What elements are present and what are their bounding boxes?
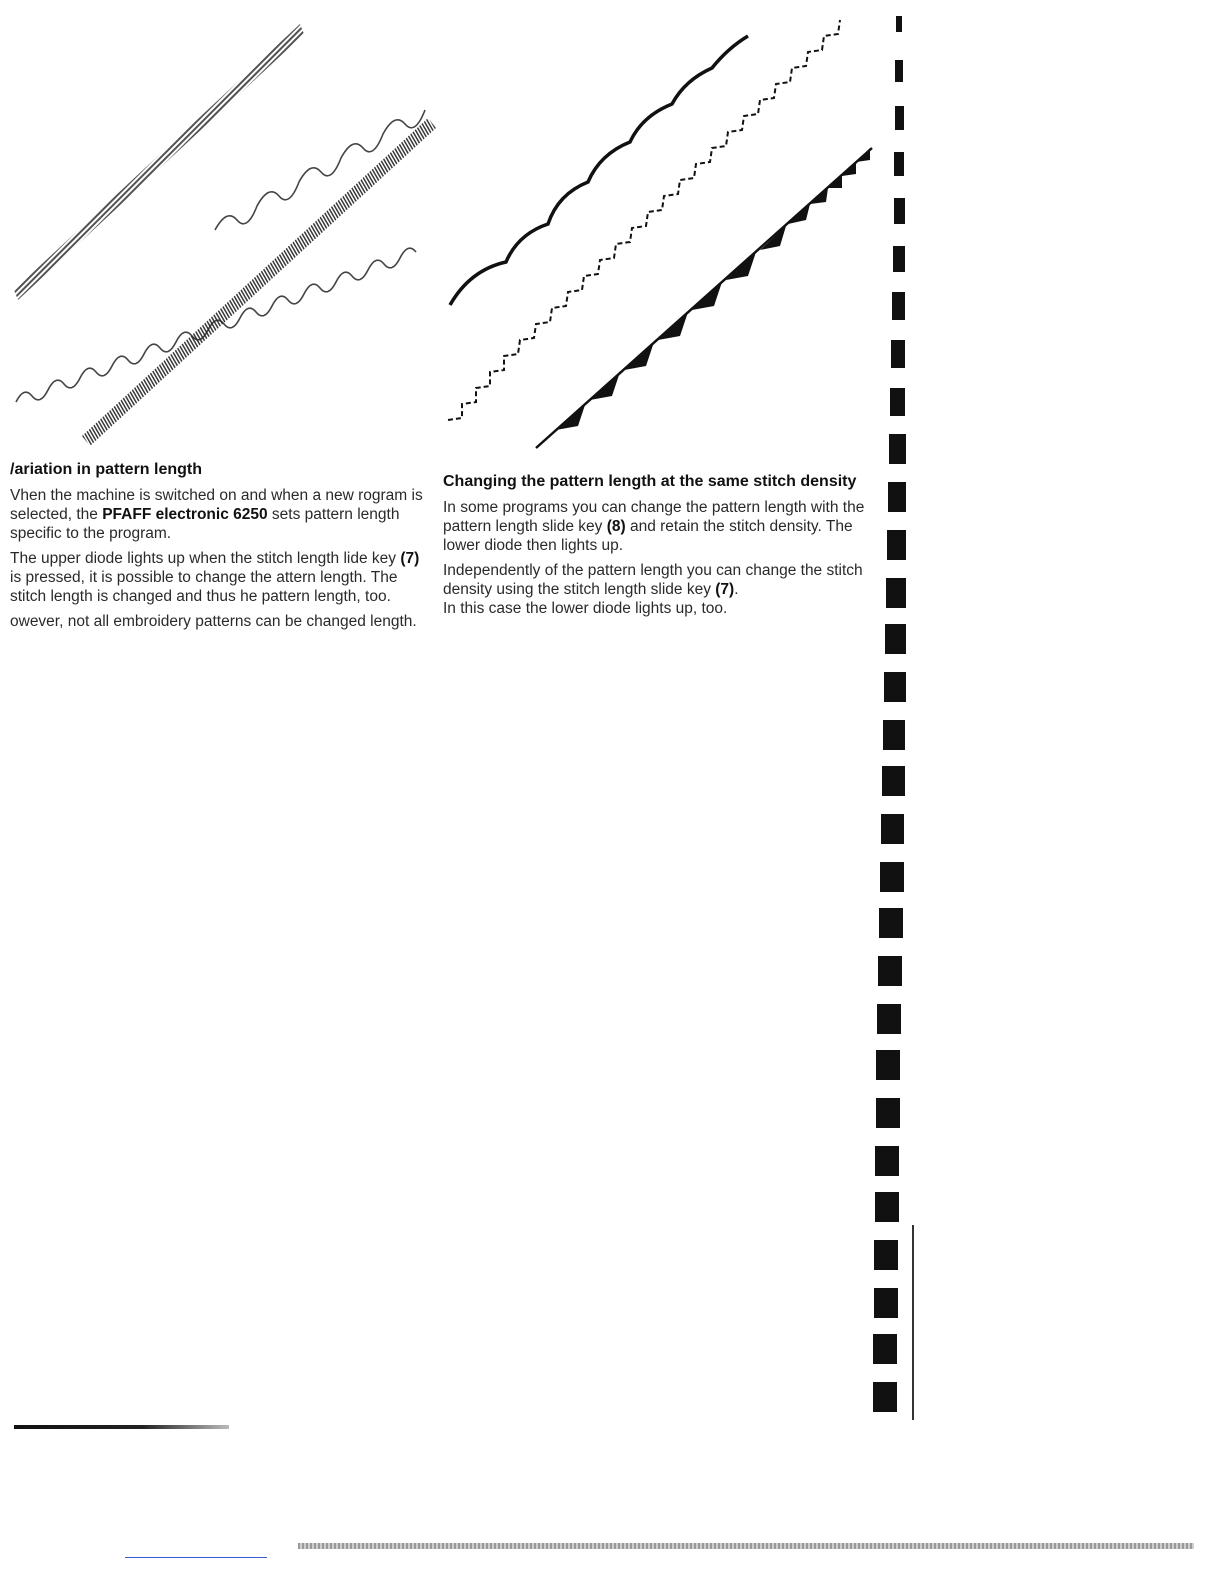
binding-hole	[878, 956, 902, 986]
left-bottom-rule	[14, 1425, 229, 1429]
paragraph-2: Independently of the pattern length you can change the stitch density using the stitch length slide key (7).	[443, 562, 863, 598]
wavy-stitch	[16, 30, 432, 402]
binding-hole	[883, 720, 905, 750]
paragraph-3: In this case the lower diode lights up, too.	[443, 600, 728, 617]
binding-hole	[875, 1146, 899, 1176]
binding-hole	[877, 1004, 901, 1034]
binding-hole	[885, 624, 906, 654]
binding-hole	[892, 292, 905, 320]
binding-hole	[894, 152, 904, 176]
paragraph-1: In some programs you can change the pattern length with the pattern length slide key (8) and retain the stitch density. The lower diode then lights up.	[443, 499, 865, 554]
binding-hole	[891, 340, 905, 368]
binding-hole	[886, 578, 906, 608]
product-name: PFAFF electronic 6250	[102, 506, 268, 523]
binding-hole	[876, 1050, 900, 1080]
binding-hole	[893, 246, 905, 272]
paragraph-3: owever, not all embroidery patterns can be changed length.	[10, 613, 417, 630]
binding-hole	[876, 1098, 900, 1128]
binding-hole	[882, 766, 905, 796]
binding-hole	[880, 862, 904, 892]
binding-hole	[896, 16, 902, 32]
key-reference-8: (8)	[606, 518, 626, 535]
heading-changing-pattern-length: Changing the pattern length at the same stitch density	[443, 473, 857, 490]
scallop-stitch	[450, 36, 748, 305]
binding-hole	[895, 60, 903, 82]
heading-variation-pattern-length: /ariation in pattern length	[10, 461, 203, 478]
embroidery-band-stitch	[82, 118, 436, 446]
key-reference-7: (7)	[715, 581, 735, 598]
triangle-border-stitch	[536, 148, 872, 448]
binding-hole	[890, 388, 905, 416]
stitch-pattern-illustrations	[0, 0, 1224, 470]
binding-hole	[873, 1334, 897, 1364]
paragraph-1: Vhen the machine is switched on and when a new rogram is selected, the PFAFF electronic 6250 sets pattern length specific to the program.	[10, 487, 423, 542]
binding-hole	[887, 530, 906, 560]
binding-hole	[881, 814, 904, 844]
binding-hole	[879, 908, 903, 938]
binding-holes	[870, 0, 920, 1430]
spine-edge-line	[912, 1225, 914, 1420]
paragraph-2: The upper diode lights up when the stitch length lide key (7) is pressed, it is possible to change the attern length. The stitch length is changed and thus he pattern length, too.	[10, 550, 420, 605]
binding-hole	[888, 482, 906, 512]
binding-hole	[874, 1240, 898, 1270]
page-bottom-rule	[298, 1543, 1194, 1549]
binding-hole	[889, 434, 906, 464]
dense-satin-stitch	[14, 24, 304, 300]
binding-hole	[875, 1192, 899, 1222]
blue-underline-rule	[125, 1557, 267, 1558]
left-column	[10, 460, 430, 637]
binding-hole	[884, 672, 906, 702]
right-column	[443, 472, 873, 624]
key-reference-7: (7)	[400, 550, 420, 567]
binding-hole	[894, 198, 905, 224]
binding-hole	[873, 1382, 897, 1412]
binding-hole	[874, 1288, 898, 1318]
binding-hole	[895, 106, 904, 130]
